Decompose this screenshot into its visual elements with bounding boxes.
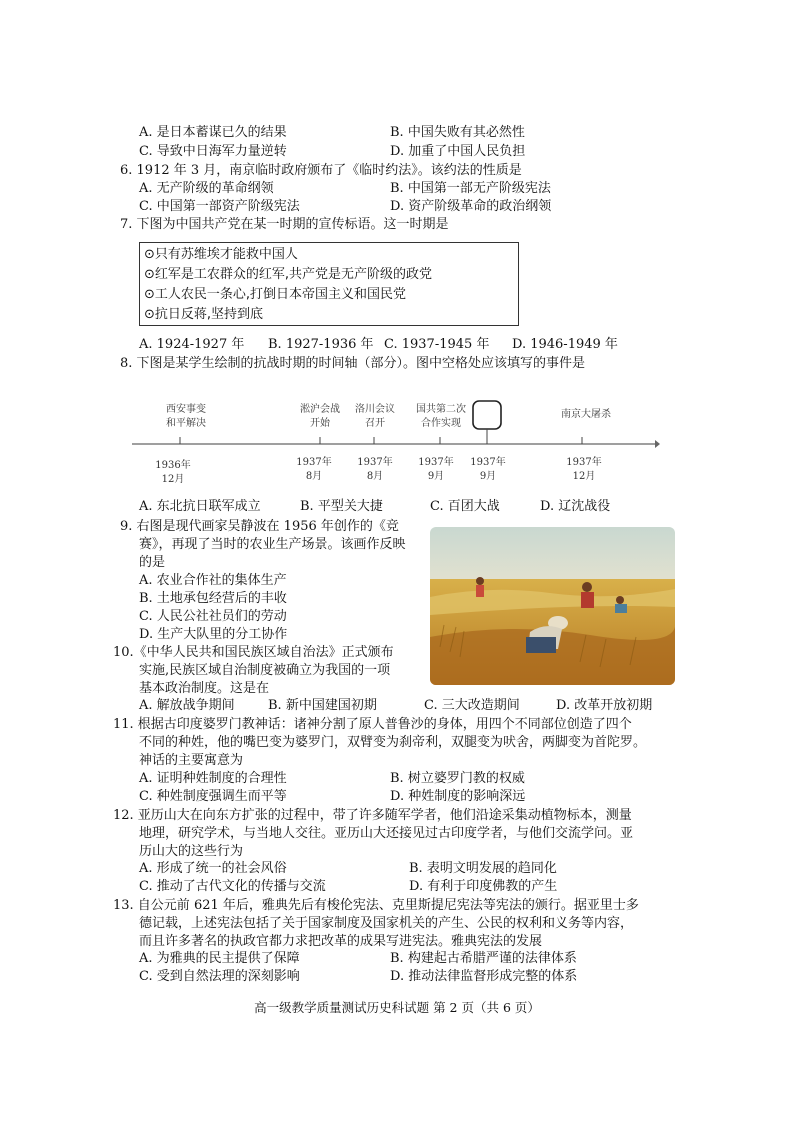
event-3-date-2: 8月 (366, 471, 384, 482)
q10-option-d: D. 改革开放初期 (556, 698, 653, 713)
event-3-date-1: 1937年 (357, 457, 393, 468)
q12-line-3: 历山大的这些行为 (139, 844, 244, 859)
q5-option-c: C. 导致中日海军力量逆转 (139, 144, 287, 159)
q11-line-3: 神话的主要寓意为 (139, 753, 244, 768)
q5-option-d: D. 加重了中国人民负担 (390, 144, 526, 159)
q11-option-d: D. 种姓制度的影响深远 (390, 789, 526, 804)
harvest-painting (430, 527, 675, 685)
q8-option-a: A. 东北抗日联军成立 (139, 499, 261, 514)
q11-option-b: B. 树立婆罗门教的权威 (390, 771, 525, 786)
event-1-name-2: 和平解决 (166, 418, 206, 429)
q9-line-2: 赛》，再现了当时的农业生产场景。该画作反映 (139, 537, 406, 552)
slogan-1: ⊙只有苏维埃才能救中国人 (144, 247, 298, 262)
farmer-figure (476, 577, 484, 597)
q10-line-2: 实施,民族区域自治制度被确立为我国的一项 (139, 663, 391, 678)
q13-option-a: A. 为雅典的民主提供了保障 (139, 951, 300, 966)
q11-option-a: A. 证明种姓制度的合理性 (139, 771, 287, 786)
slogan-4: ⊙抗日反蒋,坚持到底 (144, 307, 264, 322)
q6-option-b: B. 中国第一部无产阶级宪法 (390, 181, 551, 196)
event-4-date-1: 1937年 (418, 457, 454, 468)
page-footer: 高一级教学质量测试历史科试题 第 2 页（共 6 页） (254, 1000, 540, 1015)
event-1-date-1: 1936年 (155, 460, 191, 471)
q13-option-c: C. 受到自然法理的深刻影响 (139, 969, 300, 984)
event-2-name-2: 开始 (310, 418, 330, 429)
q9-line-3: 的是 (139, 555, 166, 570)
event-6-name-1: 南京大屠杀 (561, 409, 611, 420)
q12-line-2: 地理，研究学术，与当地人交往。亚历山大还接见过古印度学者，与他们交流学问。亚 (139, 826, 634, 841)
q10-option-a: A. 解放战争期间 (139, 698, 235, 713)
q13-line-1: 13. 自公元前 621 年后，雅典先后有梭伦宪法、克里斯提尼宪法等宪法的颁行。据亚里士多 (113, 898, 639, 913)
timeline (130, 390, 660, 490)
q8-option-b: B. 平型关大捷 (300, 499, 383, 514)
slogan-3: ⊙工人农民一条心,打倒日本帝国主义和国民党 (144, 287, 407, 302)
event-1-name-1: 西安事变 (166, 404, 206, 415)
q9-option-c: C. 人民公社社员们的劳动 (139, 609, 287, 624)
q7-stem: 7. 下图为中国共产党在某一时期的宣传标语。这一时期是 (120, 217, 449, 232)
event-2-date-1: 1937年 (296, 457, 332, 468)
q11-line-2: 不同的种姓，他的嘴巴变为婆罗门，双臂变为刹帝利，双腿变为吠舍，两脚变为首陀罗。 (139, 735, 647, 750)
event-4-date-2: 9月 (427, 471, 445, 482)
q11-option-c: C. 种姓制度强调生而平等 (139, 789, 287, 804)
q10-option-b: B. 新中国建国初期 (268, 698, 377, 713)
q10-line-3: 基本政治制度。这是在 (139, 681, 270, 696)
q12-option-c: C. 推动了古代文化的传播与交流 (139, 879, 326, 894)
q6-stem: 6. 1912 年 3 月，南京临时政府颁布了《临时约法》。该约法的性质是 (120, 163, 522, 178)
q12-option-b: B. 表明文明发展的趋同化 (409, 861, 557, 876)
event-5-date-1: 1937年 (470, 457, 506, 468)
slogan-2: ⊙红军是工农群众的红军,共产党是无产阶级的政党 (144, 267, 433, 282)
q8-option-d: D. 辽沈战役 (540, 499, 611, 514)
q11-line-1: 11. 根据古印度婆罗门教神话：诸神分割了原人普鲁沙的身体，用四个不同部位创造了四个 (113, 717, 632, 732)
event-2-date-2: 8月 (305, 471, 323, 482)
q5-option-b: B. 中国失败有其必然性 (390, 125, 525, 140)
q12-line-1: 12. 亚历山大在向东方扩张的过程中，带了许多随军学者，他们沿途采集动植物标本，测量 (113, 808, 632, 823)
slogan-box (139, 242, 519, 326)
q8-option-c: C. 百团大战 (430, 499, 500, 514)
q13-line-3: 而且许多著名的执政官都力求把改革的成果写进宪法。雅典宪法的发展 (139, 934, 543, 949)
event-3-name-2: 召开 (365, 418, 385, 429)
q7-option-a: A. 1924-1927 年 (139, 337, 245, 352)
q5-option-a: A. 是日本蓄谋已久的结果 (139, 125, 287, 140)
q9-option-a: A. 农业合作社的集体生产 (139, 573, 287, 588)
q6-option-d: D. 资产阶级革命的政治纲领 (390, 199, 552, 214)
event-3-name-1: 洛川会议 (355, 404, 395, 415)
q6-option-a: A. 无产阶级的革命纲领 (139, 181, 274, 196)
event-2-name-1: 淞沪会战 (300, 404, 340, 415)
q12-option-a: A. 形成了统一的社会风俗 (139, 861, 287, 876)
q13-option-d: D. 推动法律监督形成完整的体系 (390, 969, 578, 984)
q6-option-c: C. 中国第一部资产阶级宪法 (139, 199, 300, 214)
q9-option-d: D. 生产大队里的分工协作 (139, 627, 288, 642)
event-4-name-1: 国共第二次 (416, 404, 466, 415)
q10-line-1: 10.《中华人民共和国民族区域自治法》正式颁布 (113, 645, 394, 660)
q13-option-b: B. 构建起古希腊严谨的法律体系 (390, 951, 577, 966)
q10-option-c: C. 三大改造期间 (424, 698, 520, 713)
q9-option-b: B. 土地承包经营后的丰收 (139, 591, 287, 606)
q7-option-b: B. 1927-1936 年 (268, 337, 374, 352)
event-1-date-2: 12月 (161, 474, 185, 485)
blank-event-box (473, 401, 501, 429)
event-4-name-2: 合作实现 (421, 418, 461, 429)
event-6-date-2: 12月 (572, 471, 596, 482)
q7-option-c: C. 1937-1945 年 (384, 337, 490, 352)
q7-option-d: D. 1946-1949 年 (512, 337, 618, 352)
q9-line-1: 9. 右图是现代画家吴静波在 1956 年创作的《竞 (120, 519, 399, 534)
event-6-date-1: 1937年 (566, 457, 602, 468)
timeline-arrow (655, 440, 660, 448)
event-5-date-2: 9月 (479, 471, 497, 482)
q12-option-d: D. 有利于印度佛教的产生 (409, 879, 558, 894)
q13-line-2: 德记载，上述宪法包括了关于国家制度及国家机关的产生、公民的权利和义务等内容， (139, 916, 634, 931)
q8-stem: 8. 下图是某学生绘制的抗战时期的时间轴（部分）。图中空格处应该填写的事件是 (120, 356, 586, 371)
